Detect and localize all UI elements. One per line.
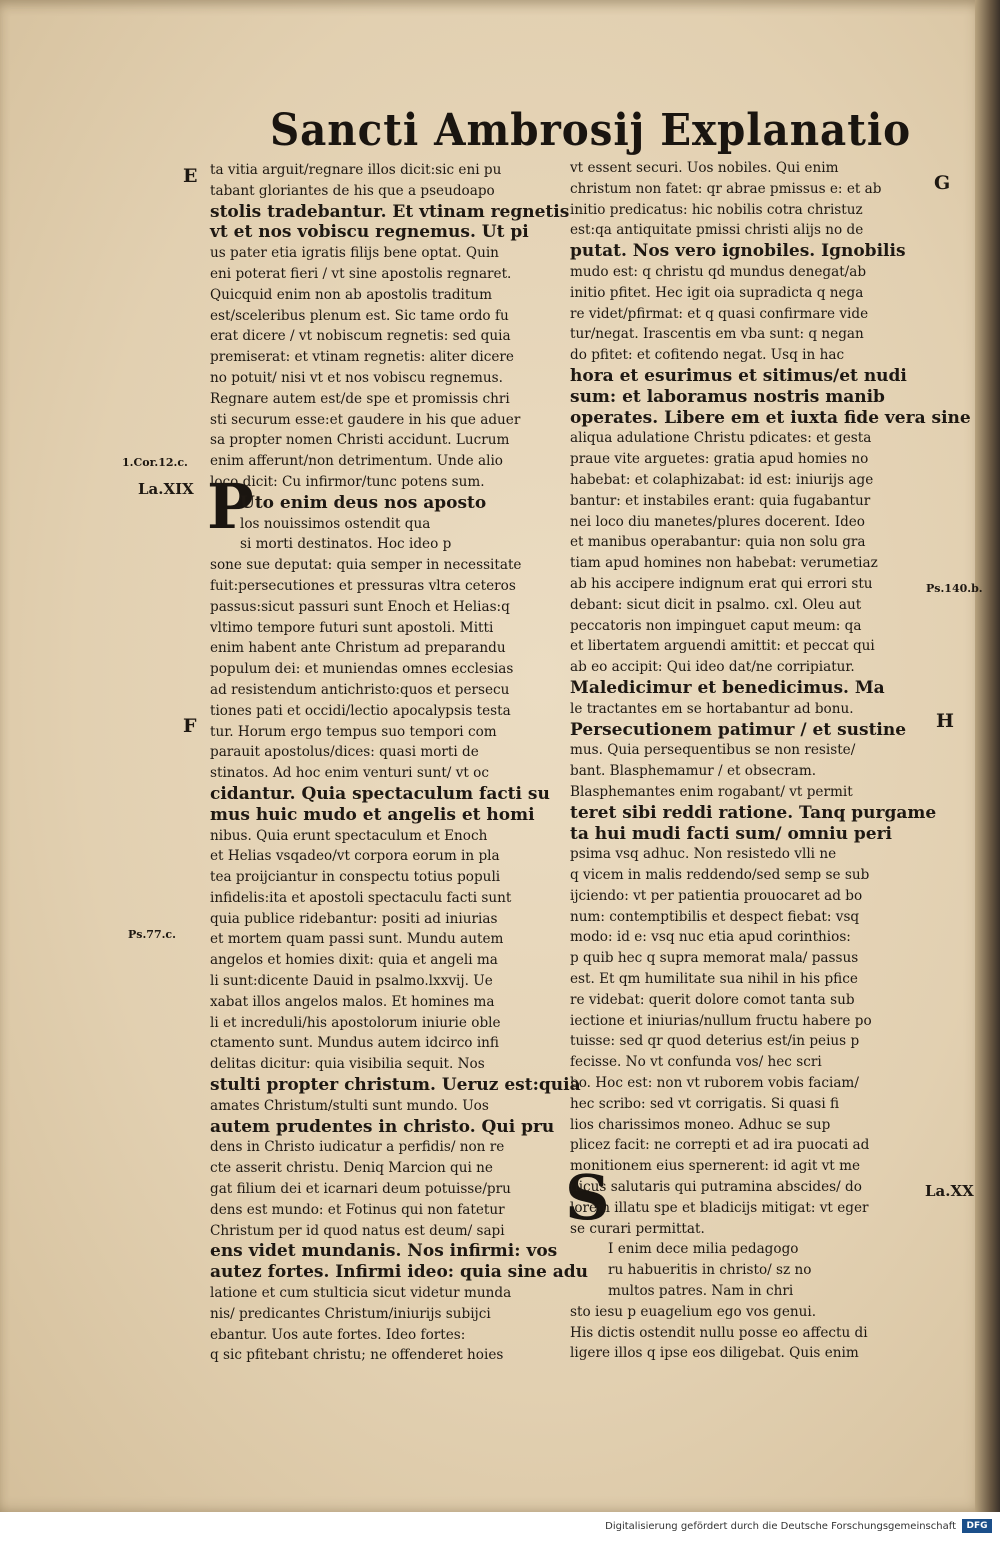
text-line: vt essent securi. Uos nobiles. Qui enim: [570, 160, 839, 176]
text-line: tuisse: sed qr quod deterius est/in peius p: [570, 1033, 860, 1050]
text-line: autem prudentes in christo. Qui pru: [210, 1116, 555, 1137]
text-line: est/sceleribus plenum est. Sic tame ordo fu: [210, 307, 509, 324]
initial-p: P: [207, 470, 254, 543]
text-line: ta hui mudi facti sum/ omniu peri: [570, 823, 892, 844]
margin-ref-ps77: Ps.77.c.: [128, 928, 176, 941]
text-line: fecisse. No vt confunda vos/ hec scri: [570, 1054, 822, 1071]
text-line: stinatos. Ad hoc enim venturi sunt/ vt oc: [210, 765, 489, 782]
text-line: fuit:persecutiones et pressuras vltra ceteros: [210, 577, 516, 594]
text-line: tur/negat. Irascentis em vba sunt: q negan: [570, 326, 864, 343]
text-line: us pater etia igratis filijs bene optat. Quin: [210, 245, 499, 262]
text-line: num: contemptibilis et despect fiebat: vsq: [570, 908, 860, 925]
text-line: mus. Quia persequentibus se non resiste/: [570, 742, 856, 759]
text-line: q vicem in malis reddendo/sed semp se sub: [570, 867, 870, 884]
footer-credit: Digitalisierung gefördert durch die Deutsche Forschungsgemeinschaft: [605, 1521, 956, 1532]
text-line: li et increduli/his apostolorum iniurie oble: [210, 1014, 501, 1031]
text-line: tur. Horum ergo tempus suo tempori com: [210, 723, 497, 740]
text-line: infidelis:ita et apostoli spectaculu facti sunt: [210, 889, 512, 906]
text-line: dens est mundo: et Fotinus qui non fatetur: [210, 1201, 505, 1218]
text-line: ab his accipere indignum erat qui errori stu: [570, 575, 873, 592]
text-line: debant: sicut dicit in psalmo. cxl. Oleu aut: [570, 596, 862, 613]
text-line: ru habueritis in christo/ sz no: [608, 1262, 812, 1279]
text-line: stolis tradebantur. Et vtinam regnetis: [210, 201, 570, 222]
margin-ref-cor: 1.Cor.12.c.: [122, 456, 188, 469]
text-line: aliqua adulatione Christu pdicates: et gesta: [570, 430, 872, 447]
text-line: re videt/pfirmat: et q quasi confirmare vide: [570, 305, 869, 322]
text-line: praue vite arguetes: gratia apud homies no: [570, 451, 869, 468]
text-line: sone sue deputat: quia semper in necessitate: [210, 557, 522, 574]
running-title: Sancti Ambrosij Explanatio: [270, 105, 912, 156]
text-line: nei loco diu manetes/plures docerent. Ideo: [570, 513, 865, 530]
text-line: gat filium dei et icarnari deum potuisse/pru: [210, 1181, 511, 1198]
text-line: teret sibi reddi ratione. Tanq purgame: [570, 802, 937, 823]
text-line: ta vitia arguit/regnare illos dicit:sic eni pu: [210, 162, 502, 178]
text-line: hec scribo: sed vt corrigatis. Si quasi fi: [570, 1095, 840, 1112]
text-line: xabat illos angelos malos. Et homines ma: [210, 993, 495, 1010]
text-line: Christum per id quod natus est deum/ sapi: [210, 1222, 505, 1239]
text-line: monitionem eius spernerent: id agit vt me: [570, 1158, 861, 1175]
text-line: Maledicimur et benedicimus. Ma: [570, 677, 885, 698]
text-line: initio predicatus: hic nobilis cotra christuz: [570, 201, 863, 218]
text-line: dens in Christo iudicatur a perfidis/ non re: [210, 1139, 505, 1156]
text-line: initio pfitet. Hec igit oia supradicta q nega: [570, 284, 864, 301]
text-line: nis/ predicantes Christum/iniurijs subijci: [210, 1305, 491, 1322]
text-line: iectione et iniurias/nullum fructu habere po: [570, 1012, 872, 1029]
text-line: loco dicit: Cu infirmor/tunc potens sum.: [210, 473, 485, 490]
text-line: ab eo accipit: Qui ideo dat/ne corripiatur.: [570, 659, 855, 676]
text-line: parauit apostolus/dices: quasi morti de: [210, 744, 479, 761]
text-line: bant. Blasphemamur / et obsecram.: [570, 763, 817, 780]
text-line: tea proijciantur in conspectu totius populi: [210, 869, 501, 886]
text-line: sto iesu p euagelium ego vos genui.: [570, 1303, 817, 1320]
margin-letter-e: E: [183, 165, 198, 187]
text-line: et libertatem arguendi amittit: et peccat qui: [570, 638, 875, 655]
text-line: q sic pfitebant christu; ne offenderet hoies: [210, 1347, 504, 1364]
text-line: no potuit/ nisi vt et nos vobiscu regnemus.: [210, 369, 503, 386]
text-line: psima vsq adhuc. Non resistedo vlli ne: [570, 846, 837, 863]
text-line: los nouissimos ostendit qua: [240, 515, 431, 532]
text-line: tabant gloriantes de his que a pseudoapo: [210, 182, 495, 199]
text-line: mus huic mudo et angelis et homi: [210, 804, 535, 825]
text-line: et mortem quam passi sunt. Mundu autem: [210, 931, 504, 948]
text-line: enim afferunt/non detrimentum. Unde alio: [210, 453, 503, 470]
text-line: peccatoris non impinguet caput meum: qa: [570, 617, 862, 634]
text-line: erat dicere / vt nobiscum regnetis: sed quia: [210, 328, 511, 345]
text-line: sti securum esse:et gaudere in his que aduer: [210, 411, 521, 428]
text-line: mudo est: q christu qd mundus denegat/ab: [570, 263, 867, 280]
text-line: hora et esurimus et sitimus/et nudi: [570, 365, 907, 386]
text-line: Uto enim deus nos aposto: [240, 492, 487, 513]
margin-chapter-20: La.XX: [925, 1182, 974, 1200]
text-line: sum: et laboramus nostris manib: [570, 386, 885, 407]
text-line: cidantur. Quia spectaculum facti su: [210, 783, 550, 804]
text-line: ebantur. Uos aute fortes. Ideo fortes:: [210, 1326, 466, 1343]
margin-ref-ps140: Ps.140.b.: [926, 582, 983, 595]
text-line: ijciendo: vt per patientia prouocaret ad bo: [570, 887, 863, 904]
text-line: si morti destinatos. Hoc ideo p: [240, 536, 452, 553]
text-line: eni poterat fieri / vt sine apostolis regnaret.: [210, 265, 512, 282]
text-line: le tractantes em se hortabantur ad bonu.: [570, 700, 854, 717]
margin-letter-h: H: [936, 710, 954, 732]
text-line: sa propter nomen Christi accidunt. Lucrum: [210, 432, 510, 449]
page-edge: [975, 0, 1000, 1512]
text-line: amates Christum/stulti sunt mundo. Uos: [210, 1097, 489, 1114]
text-line: populum dei: et muniendas omnes ecclesias: [210, 661, 514, 678]
text-line: ligere illos q ipse eos diligebat. Quis enim: [570, 1345, 859, 1362]
text-line: His dictis ostendit nullu posse eo affectu di: [570, 1324, 868, 1341]
text-line: li sunt:dicente Dauid in psalmo.lxxvij. Ue: [210, 973, 493, 990]
text-line: passus:sicut passuri sunt Enoch et Helias:q: [210, 598, 510, 615]
text-line: Persecutionem patimur / et sustine: [570, 719, 907, 740]
text-line: quia publice ridebantur: positi ad iniurias: [210, 910, 498, 927]
text-line: lorem illatu spe et bladicijs mitigat: vt eger: [570, 1199, 869, 1216]
text-line: vltimo tempore futuri sunt apostoli. Mitti: [210, 619, 494, 636]
text-line: autez fortes. Infirmi ideo: quia sine adu: [210, 1262, 589, 1283]
text-line: Blasphemantes enim rogabant/ vt permit: [570, 783, 853, 800]
text-line: I enim dece milia pedagogo: [608, 1241, 799, 1258]
text-line: tiam apud homines non habebat: verumetiaz: [570, 555, 878, 572]
text-line: latione et cum stulticia sicut videtur munda: [210, 1285, 512, 1302]
text-line: Quicquid enim non ab apostolis traditum: [210, 286, 493, 303]
text-line: p quib hec q supra memorat mala/ passus: [570, 950, 859, 967]
text-line: et manibus operabantur: quia non solu gra: [570, 534, 866, 551]
text-line: plicez facit: ne correpti et ad ira puocati ad: [570, 1137, 870, 1154]
text-line: se curari permittat.: [570, 1220, 705, 1237]
text-line: ad resistendum antichristo:quos et persecu: [210, 681, 510, 698]
text-line: putat. Nos vero ignobiles. Ignobilis: [570, 241, 906, 262]
text-line: nibus. Quia erunt spectaculum et Enoch: [210, 827, 488, 844]
text-line: do pfitet: et cofitendo negat. Usq in hac: [570, 347, 845, 364]
text-line: vt et nos vobiscu regnemus. Ut pi: [210, 222, 529, 243]
text-line: delitas dicitur: quia visibilia sequit. Nos: [210, 1056, 485, 1073]
text-line: premiserat: et vtinam regnetis: aliter dicere: [210, 349, 514, 366]
text-line: christum non fatet: qr abrae pmissus e: et ab: [570, 180, 882, 197]
margin-letter-g: G: [934, 172, 951, 194]
text-line: est:qa antiquitate pmissi christi alijs no de: [570, 222, 864, 239]
text-line: dicus salutaris qui putramina abscides/ do: [570, 1179, 862, 1196]
text-line: Regnare autem est/de spe et promissis chri: [210, 390, 510, 407]
text-line: enim habent ante Christum ad preparandu: [210, 640, 506, 657]
text-line: et Helias vsqadeo/vt corpora eorum in pla: [210, 848, 500, 865]
text-line: lios charissimos moneo. Adhuc se sup: [570, 1116, 831, 1133]
text-line: est. Et qm humilitate sua nihil in his pfice: [570, 971, 858, 988]
margin-chapter-19: La.XIX: [138, 480, 194, 498]
dfg-logo: DFG: [962, 1519, 992, 1533]
left-text-column: [210, 160, 589, 1366]
text-line: bo. Hoc est: non vt ruborem vobis faciam/: [570, 1075, 859, 1092]
margin-letter-f: F: [183, 715, 197, 737]
text-line: multos patres. Nam in chri: [608, 1283, 794, 1300]
text-line: re videbat: querit dolore comot tanta sub: [570, 991, 855, 1008]
text-line: bantur: et instabiles erant: quia fugabantur: [570, 492, 871, 509]
text-line: operates. Libere em et iuxta fide vera sine: [570, 407, 971, 428]
text-line: angelos et homies dixit: quia et angeli ma: [210, 952, 498, 969]
text-line: habebat: et colaphizabat: id est: iniurijs age: [570, 471, 874, 488]
text-line: cte asserit christu. Deniq Marcion qui ne: [210, 1160, 493, 1177]
text-line: ens videt mundanis. Nos infirmi: vos: [210, 1241, 558, 1262]
text-line: ctamento sunt. Mundus autem idcirco infi: [210, 1035, 499, 1052]
text-line: stulti propter christum. Ueruz est:quia: [210, 1075, 581, 1096]
text-line: tiones pati et occidi/lectio apocalypsis testa: [210, 702, 511, 719]
initial-s: S: [565, 1161, 610, 1234]
text-line: modo: id e: vsq nuc etia apud corinthios:: [570, 929, 851, 946]
